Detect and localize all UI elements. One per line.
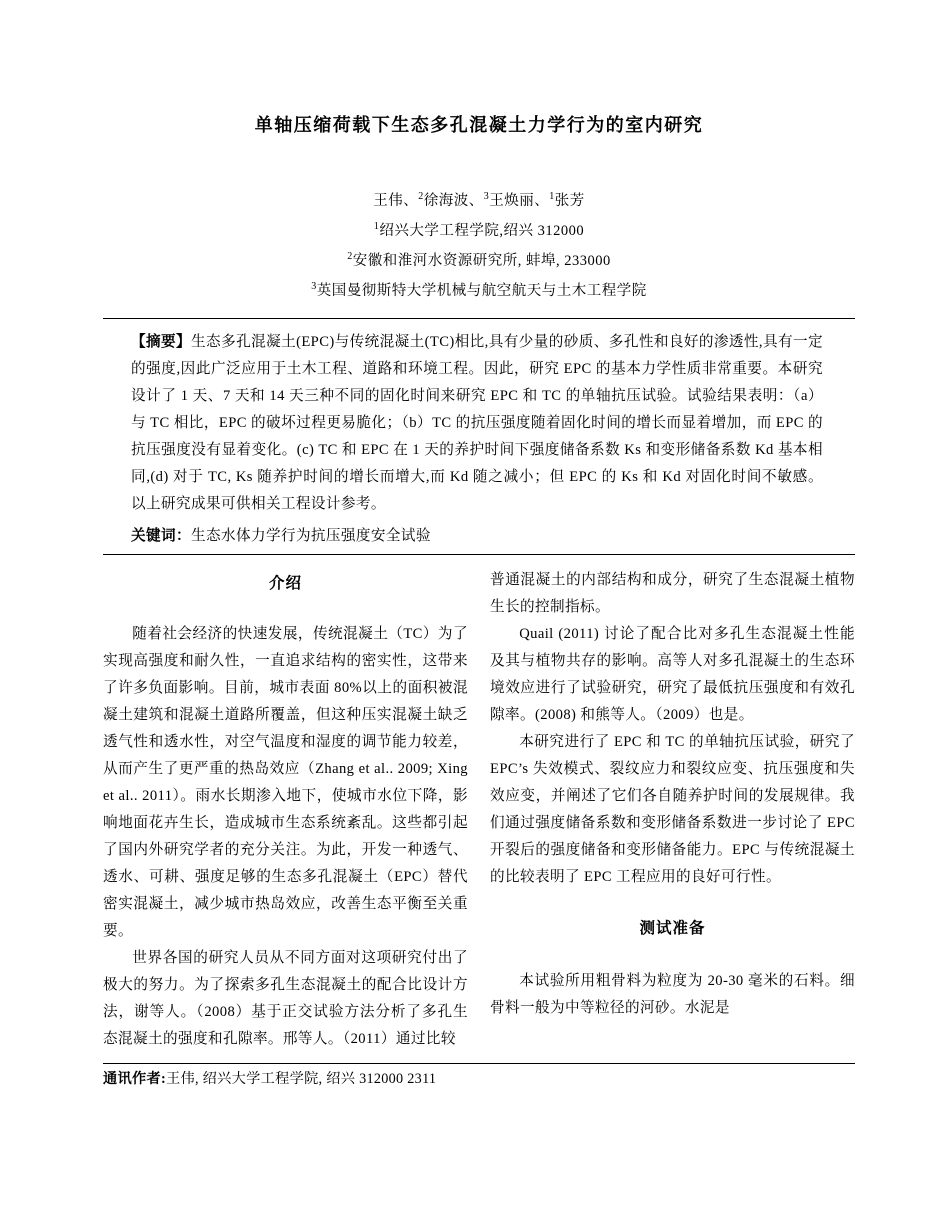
intro-paragraph-3: Quail (2011) 讨论了配合比对多孔生态混凝土性能及其与植物共存的影响。高等人对多孔混凝土的生态环境效应进行了试验研究，研究了最低抗压强度和有效孔隙率。(2008) 和熊等人。（2009）也是。 — [490, 625, 855, 723]
intro-paragraph-2: 世界各国的研究人员从不同方面对这项研究付出了极大的努力。为了探索多孔生态混凝土的配合比设计方法，谢等人。（2008）基于正交试验方法分析了多孔生态混凝土的强度和孔隙率。邢等人。（2011）通过比较 — [103, 949, 468, 1047]
affiliation-text: 绍兴大学工程学院,绍兴 312000 — [379, 222, 585, 239]
author — [484, 193, 550, 209]
affiliation-line — [103, 214, 855, 244]
affiliation-text: 英国曼彻斯特大学机械与航空航天与土木工程学院 — [316, 283, 647, 300]
affiliation-sup: 3 — [311, 281, 317, 293]
test-preparation-paragraph: 本试验所用粗骨料为粒度为 20-30 毫米的石料。细骨料一般为中等粒径的河砂。水泥是 — [490, 972, 855, 1016]
intro-paragraph-4: 本研究进行了 EPC 和 TC 的单轴抗压试验，研究了 EPC’s 失效模式、裂纹应力和裂纹应变、抗压强度和失效应变，并阐述了它们各自随养护时间的发展规律。我们通过强度储备系数和变形储备系数进一步讨论了 EPC 开裂后的强度储备和变形储备能力。EPC 与传统混凝土的比较表明了 EPC 工程应用的良好可行性。 — [490, 733, 855, 885]
affiliations-block — [103, 214, 855, 305]
left-column — [103, 567, 468, 1053]
footnote-text: 王伟, 绍兴大学工程学院, 绍兴 312000 2311 — [165, 1070, 437, 1087]
keywords-label: 关键词： — [131, 527, 191, 544]
author-name: 张芳 — [554, 192, 585, 209]
footnote-line — [103, 1068, 855, 1090]
corresponding-author-footnote — [103, 1063, 855, 1090]
affiliation-line — [103, 274, 855, 304]
intro-paragraph-1: 随着社会经济的快速发展，传统混凝土（TC）为了实现高强度和耐久性，一直追求结构的密实性，这带来了许多负面影响。目前，城市表面 80%以上的面积被混凝土建筑和混凝土道路所覆盖，但这种压实混凝土缺乏透气性和透水性，对空气温度和湿度的调节能力较差，从而产生了更严重的热岛效应（Zhang et al.. 2009; Xing et al.. 2011）。雨水长期渗入地下，使城市水位下降，影响地面花卉生长，造成城市生态系统紊乱。这些都引起了国内外研究学者的充分关注。为此，开发一种透气、透水、可耕、强度足够的生态多孔混凝土（EPC）替代密实混凝土，减少城市热岛效应，改善生态平衡至关重要。 — [103, 625, 468, 939]
intro-continuation-paragraph: 普通混凝土的内部结构和成分，研究了生态混凝土植物生长的控制指标。 — [490, 571, 855, 615]
keywords-line — [131, 525, 823, 547]
abstract-text: 生态多孔混凝土(EPC)与传统混凝土(TC)相比,具有少量的砂质、多孔性和良好的渗透性,具有一定的强度,因此广泛应用于土木工程、道路和环境工程。因此，研究 EPC 的基本力学性质非常重要。本研究设计了 1 天、7 天和 14 天三种不同的固化时间来研究 EPC 和 TC 的单轴抗压试验。试验结果表明：（a）与 TC 相比，EPC 的破坏过程更易脆化；（b）TC 的抗压强度随着固化时间的增长而显着增加，而 EPC 的抗压强度没有显着变化。(c) TC 和 EPC 在 1 天的养护时间下强度储备系数 Ks 和变形储备系数 Kd 基本相同,(d) 对于 TC, Ks 随养护时间的增长而增大,而 Kd 随之减小；但 EPC 的 Ks 和 Kd 对固化时间不敏感。以上研究成果可供相关工程设计参考。 — [131, 333, 823, 512]
author-name: 徐海波、 — [423, 192, 484, 209]
affiliation-sup: 2 — [347, 251, 353, 263]
footnote-divider — [103, 1063, 855, 1064]
affiliation-text: 安徽和淮河水资源研究所, 蚌埠, 233000 — [352, 252, 611, 269]
affiliation-sup: 1 — [373, 220, 380, 232]
abstract-paragraph — [131, 329, 823, 518]
author-affiliation-sup: 3 — [483, 191, 490, 202]
author — [373, 193, 418, 209]
author-name: 王焕丽、 — [489, 192, 550, 209]
affiliation-line — [103, 244, 855, 274]
section-heading-introduction: 介绍 — [268, 574, 302, 592]
right-column — [490, 567, 855, 1053]
paper-title: 单轴压缩荷载下生态多孔混凝土力学行为的室内研究 — [254, 115, 704, 135]
author — [549, 193, 585, 209]
section-heading-test-preparation: 测试准备 — [639, 919, 706, 937]
author — [418, 193, 484, 209]
authors-line — [103, 184, 855, 214]
keywords-divider — [103, 554, 855, 555]
author-affiliation-sup: 2 — [418, 191, 424, 202]
abstract-label: 【摘要】 — [131, 333, 192, 350]
author-name: 王伟、 — [373, 192, 419, 209]
footnote-label: 通讯作者: — [103, 1070, 166, 1087]
two-column-body — [103, 567, 855, 1053]
header-divider — [103, 318, 855, 319]
author-affiliation-sup: 1 — [549, 191, 555, 202]
keywords-text: 生态水体力学行为抗压强度安全试验 — [190, 527, 431, 544]
